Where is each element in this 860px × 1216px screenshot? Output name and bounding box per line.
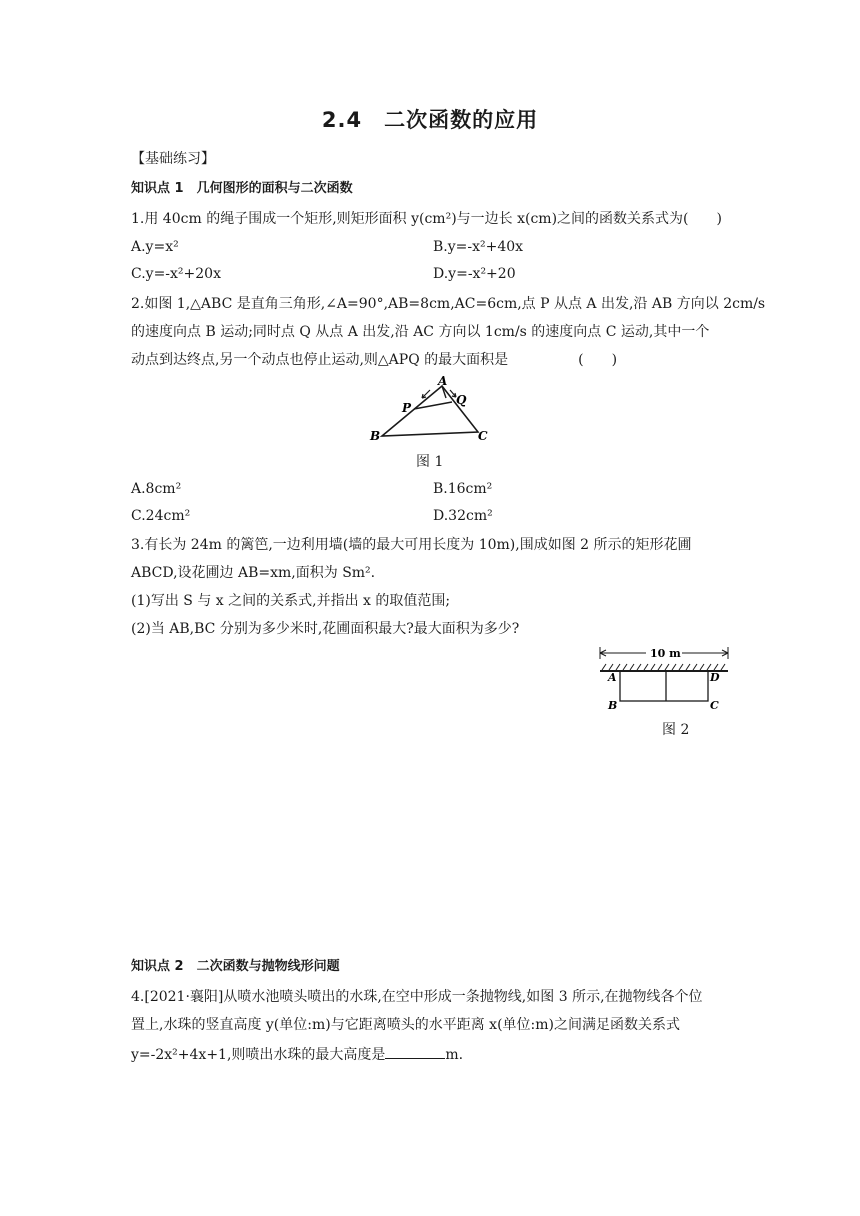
figure-1-caption: 图 1	[416, 454, 444, 470]
figure-2-caption: 图 2	[662, 722, 690, 738]
page-title: 2.4 二次函数的应用	[321, 108, 539, 132]
knowledge-point-2: 知识点 2 二次函数与抛物线形问题	[131, 959, 340, 974]
q4-line-3-text: y=-2x²+4x+1,则喷出水珠的最大高度是	[131, 1047, 386, 1063]
dimension-label: 10 m	[650, 647, 681, 660]
q3-line-2: ABCD,设花圃边 AB=xm,面积为 Sm².	[131, 565, 376, 581]
q2-option-c: C.24cm²	[131, 508, 191, 524]
q4-line-3	[131, 1044, 463, 1064]
label-c: C	[478, 429, 488, 443]
q2-option-d: D.32cm²	[433, 508, 493, 524]
label-d: D	[710, 671, 720, 684]
q4-line-1: 4.[2021·襄阳]从喷水池喷头喷出的水珠,在空中形成一条抛物线,如图 3 所示,在抛物线各个位	[131, 989, 703, 1005]
garden-rect	[620, 671, 708, 701]
q2-line-2: 的速度向点 B 运动;同时点 Q 从点 A 出发,沿 AC 方向以 1cm/s 的速度向点 C 运动,其中一个	[131, 324, 710, 340]
q3-part-1: (1)写出 S 与 x 之间的关系式,并指出 x 的取值范围;	[131, 593, 451, 609]
q1-option-d: D.y=-x²+20	[433, 266, 516, 282]
figure-2-garden	[596, 643, 736, 715]
q1-option-c: C.y=-x²+20x	[131, 266, 221, 282]
label-c: C	[710, 699, 719, 712]
q4-line-2: 置上,水珠的竖直高度 y(单位:m)与它距离喷头的水平距离 x(单位:m)之间满足函数关系式	[131, 1017, 680, 1033]
q2-option-a: A.8cm²	[131, 481, 182, 497]
q3-part-2: (2)当 AB,BC 分别为多少米时,花圃面积最大?最大面积为多少?	[131, 621, 520, 637]
knowledge-point-1: 知识点 1 几何图形的面积与二次函数	[131, 181, 353, 196]
label-a: A	[608, 671, 617, 684]
section-basic-practice: 【基础练习】	[131, 151, 215, 167]
answer-blank[interactable]	[385, 1044, 445, 1059]
q4-line-3-unit: m.	[445, 1047, 464, 1063]
q1-option-a: A.y=x²	[131, 239, 179, 255]
label-b: B	[608, 699, 618, 712]
q1-stem: 1.用 40cm 的绳子围成一个矩形,则矩形面积 y(cm²)与一边长 x(cm)之间的函数关系式为( )	[131, 211, 722, 227]
q2-line-3: 动点到达终点,另一个动点也停止运动,则△APQ 的最大面积是 ( )	[131, 352, 618, 368]
q2-option-b: B.16cm²	[433, 481, 493, 497]
label-p: P	[402, 401, 412, 415]
q2-line-1: 2.如图 1,△ABC 是直角三角形,∠A=90°,AB=8cm,AC=6cm,点 P 从点 A 出发,沿 AB 方向以 2cm/s	[131, 296, 766, 312]
q1-option-b: B.y=-x²+40x	[433, 239, 524, 255]
q3-line-1: 3.有长为 24m 的篱笆,一边利用墙(墙的最大可用长度为 10m),围成如图 2 所示的矩形花圃	[131, 537, 692, 553]
label-q: Q	[456, 393, 467, 407]
label-b: B	[370, 429, 381, 443]
figure-1-triangle	[362, 374, 502, 444]
label-a: A	[438, 374, 448, 388]
wall-hatching	[602, 664, 725, 670]
